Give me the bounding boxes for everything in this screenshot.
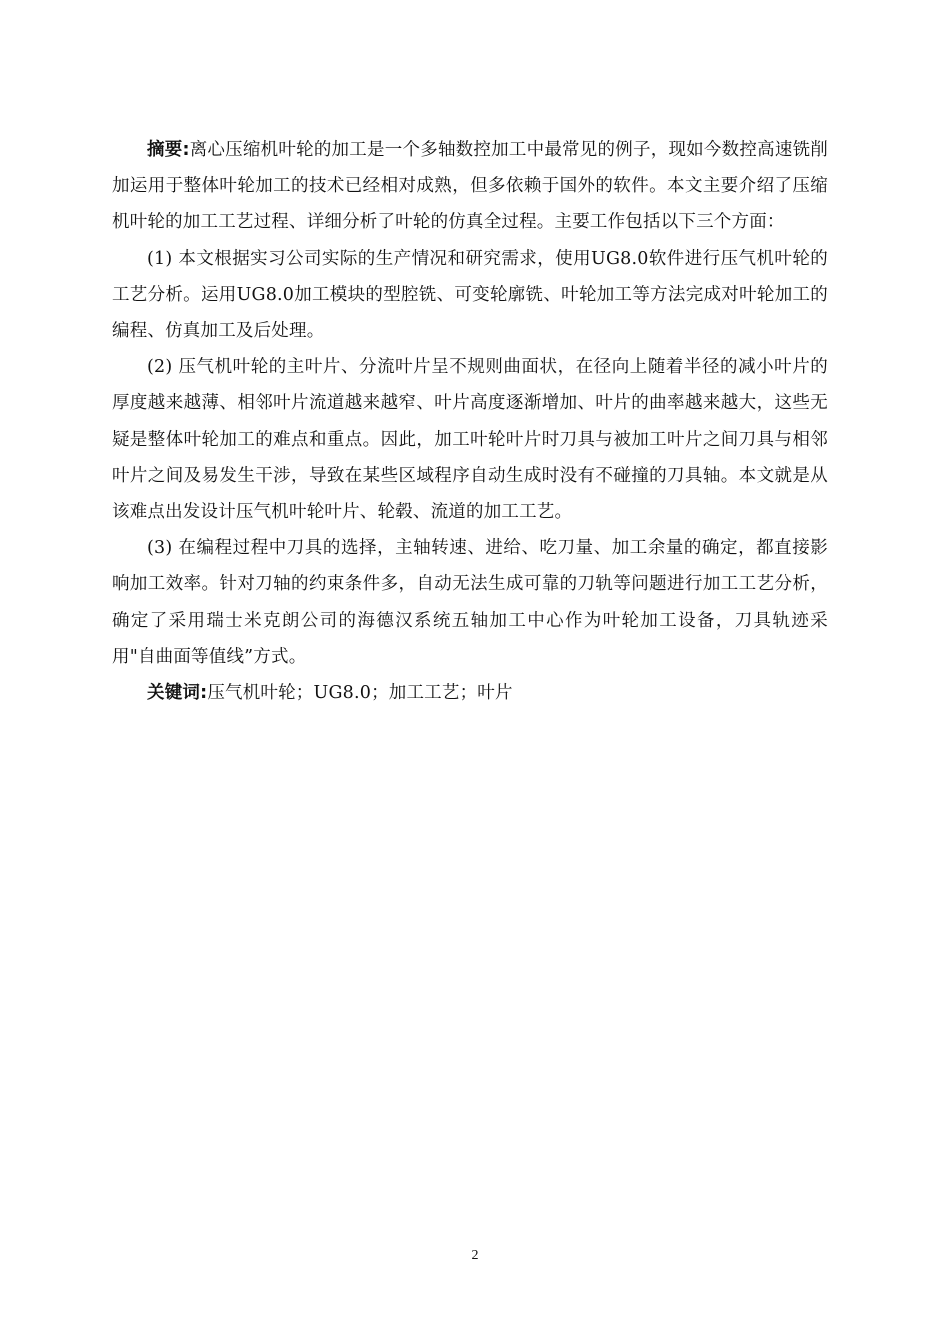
page-number: 2 [471, 1248, 479, 1263]
keywords-paragraph [112, 675, 828, 711]
keywords-text: 压气机叶轮；UG8.0；加工工艺；叶片 [207, 683, 513, 704]
point-3-paragraph: (3) 在编程过程中刀具的选择，主轴转速、进给、吃刀量、加工余量的确定，都直接影响加工效率。针对刀轴的约束条件多，自动无法生成可靠的刀轨等问题进行加工工艺分析，确定了采用瑞士米克朗公司的海德汉系统五轴加工中心作为叶轮加工设备，刀具轨迹采用"自曲面等值线”方式。 [112, 538, 828, 667]
point-2-paragraph: (2) 压气机叶轮的主叶片、分流叶片呈不规则曲面状，在径向上随着半径的减小叶片的厚度越来越薄、相邻叶片流道越来越窄、叶片高度逐渐增加、叶片的曲率越来越大，这些无疑是整体叶轮加工的难点和重点。因此，加工叶轮叶片时刀具与被加工叶片之间刀具与相邻叶片之间及易发生干涉，导致在某些区域程序自动生成时没有不碰撞的刀具轴。本文就是从该难点出发设计压气机叶轮叶片、轮毂、流道的加工工艺。 [112, 357, 828, 523]
abstract-text: 离心压缩机叶轮的加工是一个多轴数控加工中最常见的例子，现如今数控高速铣削加运用于整体叶轮加工的技术已经相对成熟，但多依赖于国外的软件。本文主要介绍了压缩机叶轮的加工工艺过程、详细分析了叶轮的仿真全过程。主要工作包括以下三个方面： [112, 140, 828, 233]
abstract-label: 摘要: [147, 140, 190, 160]
keywords-label: 关键词: [147, 683, 208, 704]
abstract-paragraph [112, 132, 828, 241]
abstract-section [112, 132, 828, 711]
point-1-paragraph: (1) 本文根据实习公司实际的生产情况和研究需求，使用UG8.0软件进行压气机叶轮的工艺分析。运用UG8.0加工模块的型腔铣、可变轮廓铣、叶轮加工等方法完成对叶轮加工的编程、仿真加工及后处理。 [112, 248, 828, 342]
